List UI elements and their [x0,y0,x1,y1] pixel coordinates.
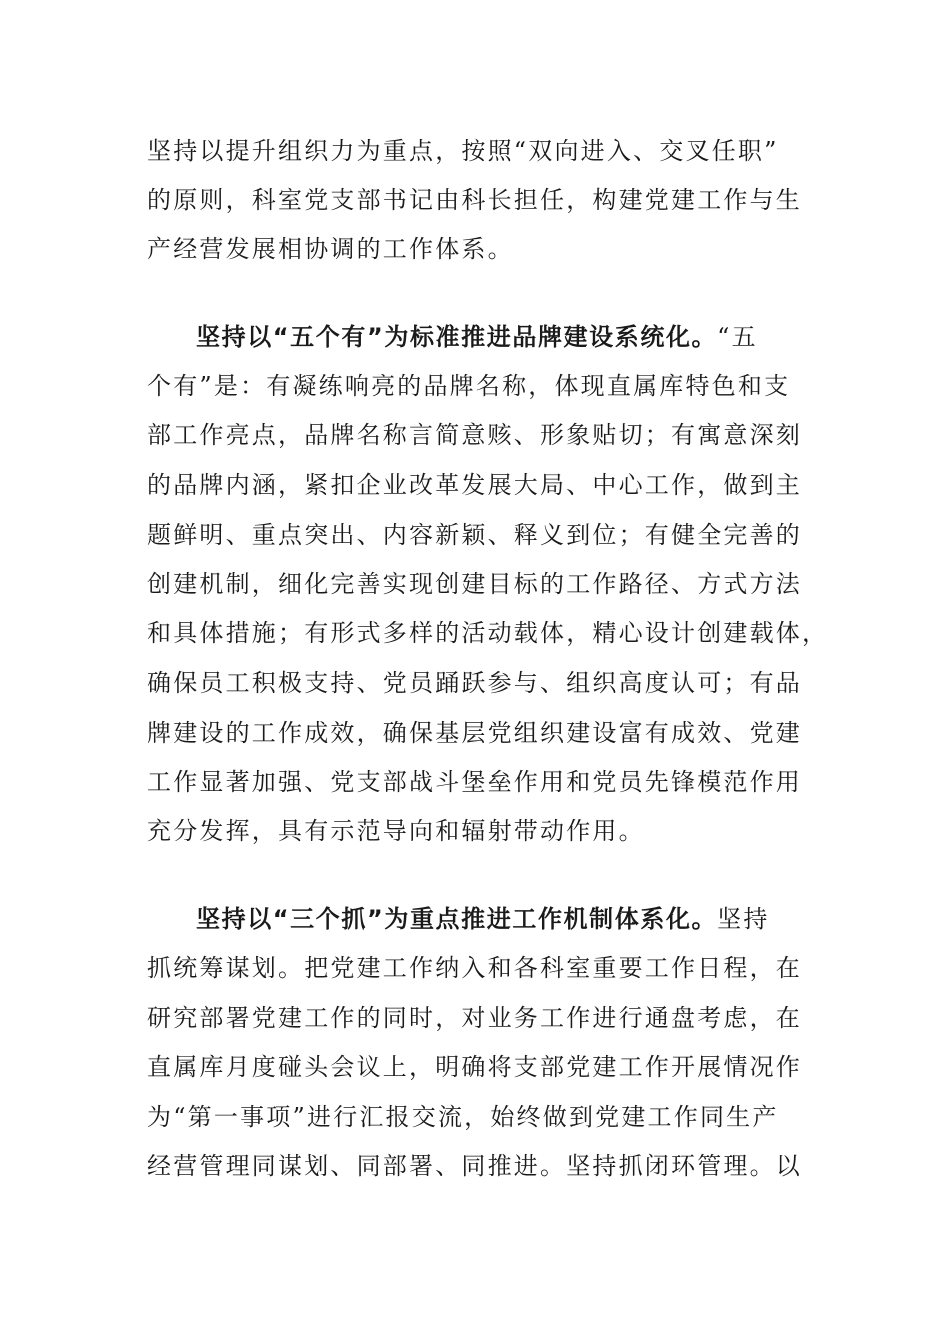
paragraph-2-first-line-rest: “五 [717,323,758,351]
paragraph-3-line-5: 为“第一事项”进行汇报交流，始终做到党建工作同生产 [147,1103,779,1131]
paragraph-3-heading: 坚持以“三个抓”为重点推进工作机制体系化。 [196,905,718,933]
paragraph-3-line-2: 抓统筹谋划。把党建工作纳入和各科室重要工作日程，在 [147,954,802,982]
paragraph-2-line-11: 充分发挥，具有示范导向和辐射带动作用。 [147,817,645,845]
paragraph-1-line-2: 的原则，科室党支部书记由科长担任，构建党建工作与生 [147,186,802,214]
paragraph-2-line-2: 个有”是：有凝练响亮的品牌名称，体现直属库特色和支 [147,372,791,400]
paragraph-2-line-7: 和具体措施；有形式多样的活动载体，精心设计创建载体， [147,619,829,647]
paragraph-2-line-4: 的品牌内涵，紧扣企业改革发展大局、中心工作，做到主 [147,471,802,499]
paragraph-3-line-4: 直属库月度碰头会议上，明确将支部党建工作开展情况作 [147,1053,802,1081]
paragraph-3-line-3: 研究部署党建工作的同时，对业务工作进行通盘考虑，在 [147,1004,802,1032]
paragraph-2-line-10: 工作显著加强、党支部战斗堡垒作用和党员先锋模范作用 [147,768,802,796]
paragraph-2-line-5: 题鲜明、重点突出、内容新颖、释义到位；有健全完善的 [147,521,802,549]
paragraph-2-line-6: 创建机制，细化完善实现创建目标的工作路径、方式方法 [147,570,802,598]
paragraph-3-line-6: 经营管理同谋划、同部署、同推进。坚持抓闭环管理。以 [147,1152,802,1180]
paragraph-2-first-line [196,322,758,352]
paragraph-2-line-3: 部工作亮点，品牌名称言简意赅、形象贴切；有寓意深刻 [147,421,802,449]
paragraph-1-line-1: 坚持以提升组织力为重点，按照“双向进入、交叉任职” [147,137,779,165]
paragraph-2-line-9: 牌建设的工作成效，确保基层党组织建设富有成效、党建 [147,719,802,747]
paragraph-3-first-line [196,904,770,934]
paragraph-1-line-3: 产经营发展相协调的工作体系。 [147,235,514,263]
paragraph-2-heading: 坚持以“五个有”为标准推进品牌建设系统化。 [196,323,718,351]
paragraph-2-line-8: 确保员工积极支持、党员踊跃参与、组织高度认可；有品 [147,669,802,697]
paragraph-3-first-line-rest: 坚持 [717,905,770,933]
